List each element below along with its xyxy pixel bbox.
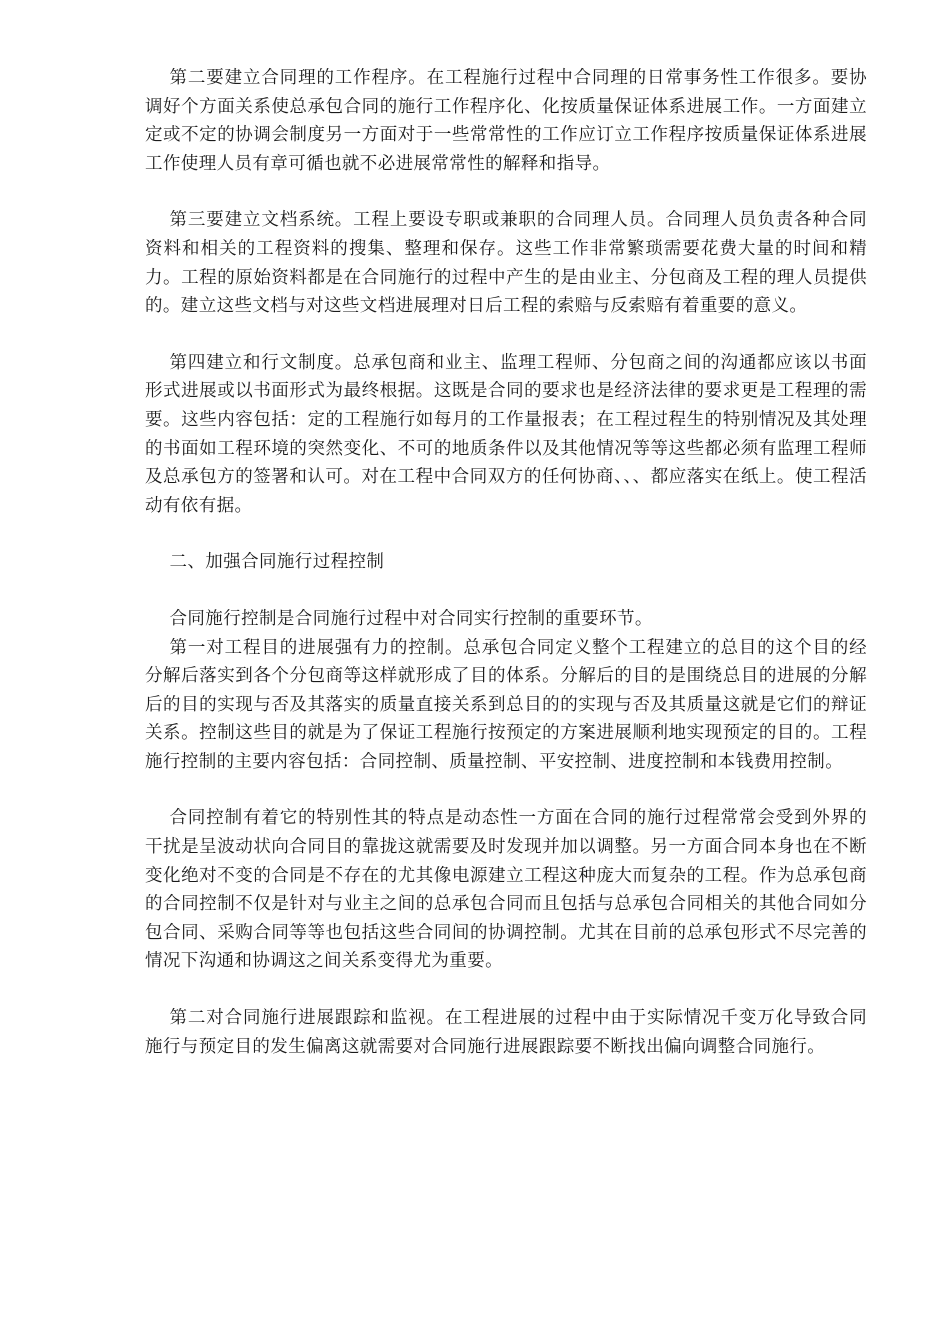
paragraph-tracking-monitoring: 第二对合同施行进展跟踪和监视。在工程进展的过程中由于实际情况千变万化导致合同施行与预定目的发生偏离这就需要对合同施行进展跟踪要不断找出偏向调整合同施行。 [145,1008,867,1057]
paragraph-written-system: 第四建立和行文制度。总承包商和业主、监理工程师、分包商之间的沟通都应该以书面形式进展或以书面形式为最终根据。这既是合同的要求也是经济法律的要求更是工程理的需要。这些内容包括：定的工程施行如每月的工作量报表；在工程过程生的特别情况及其处理的书面如工程环境的突然变化、不可的地质条件以及其他情况等等这些都必须有监理工程师及总承包方的签署和认可。对在工程中合同双方的任何协商、、、都应落实在纸上。使工程活动有依有据。 [145,352,867,516]
paragraph-document-system: 第三要建立文档系统。工程上要设专职或兼职的合同理人员。合同理人员负责各种合同资料和相关的工程资料的搜集、整理和保存。这些工作非常繁琐需要花费大量的时间和精力。工程的原始资料都是在合同施行的过程中产生的是由业主、分包商及工程的理人员提供的。建立这些文档与对这些文档进展理对日后工程的索赔与反索赔有着重要的意义。 [145,210,867,317]
paragraph-target-control: 第一对工程目的进展强有力的控制。总承包合同定义整个工程建立的总目的这个目的经分解后落实到各个分包商等这样就形成了目的体系。分解后的目的是围绕总目的进展的分解后的目的实现与否及其落实的质量直接关系到总目的的实现与否及其质量这就是它们的辩证关系。控制这些目的就是为了保证工程施行按预定的方案进展顺利地实现预定的目的。工程施行控制的主要内容包括：合同控制、质量控制、平安控制、进度控制和本钱费用控制。 [145,637,867,772]
section-heading: 二、加强合同施行过程控制 [169,552,385,573]
document-body [145,64,867,1061]
paragraph-contract-procedure: 第二要建立合同理的工作程序。在工程施行过程中合同理的日常事务性工作很多。要协调好个方面关系使总承包合同的施行工作程序化、化按质量保证体系进展工作。一方面建立定或不定的协调会制度另一方面对于一些常常性的工作应订立工作程序按质量保证体系进展工作使理人员有章可循也就不必进展常常性的解释和指导。 [145,68,867,174]
paragraph-contract-control: 合同控制有着它的特别性其的特点是动态性一方面在合同的施行过程常常会受到外界的干扰是呈波动状向合同目的靠拢这就需要及时发现并加以调整。另一方面合同本身也在不断变化绝对不变的合同是不存在的尤其像电源建立工程这种庞大而复杂的工程。作为总承包商的合同控制不仅是针对与业主之间的总承包合同而且包括与总承包合同相关的其他合同如分包合同、采购合同等等也包括这些合同间的协调控制。尤其在目前的总承包形式不尽完善的情况下沟通和协调这之间关系变得尤为重要。 [145,808,867,972]
paragraph-control-intro: 合同施行控制是合同施行过程中对合同实行控制的重要环节。 [169,608,653,629]
